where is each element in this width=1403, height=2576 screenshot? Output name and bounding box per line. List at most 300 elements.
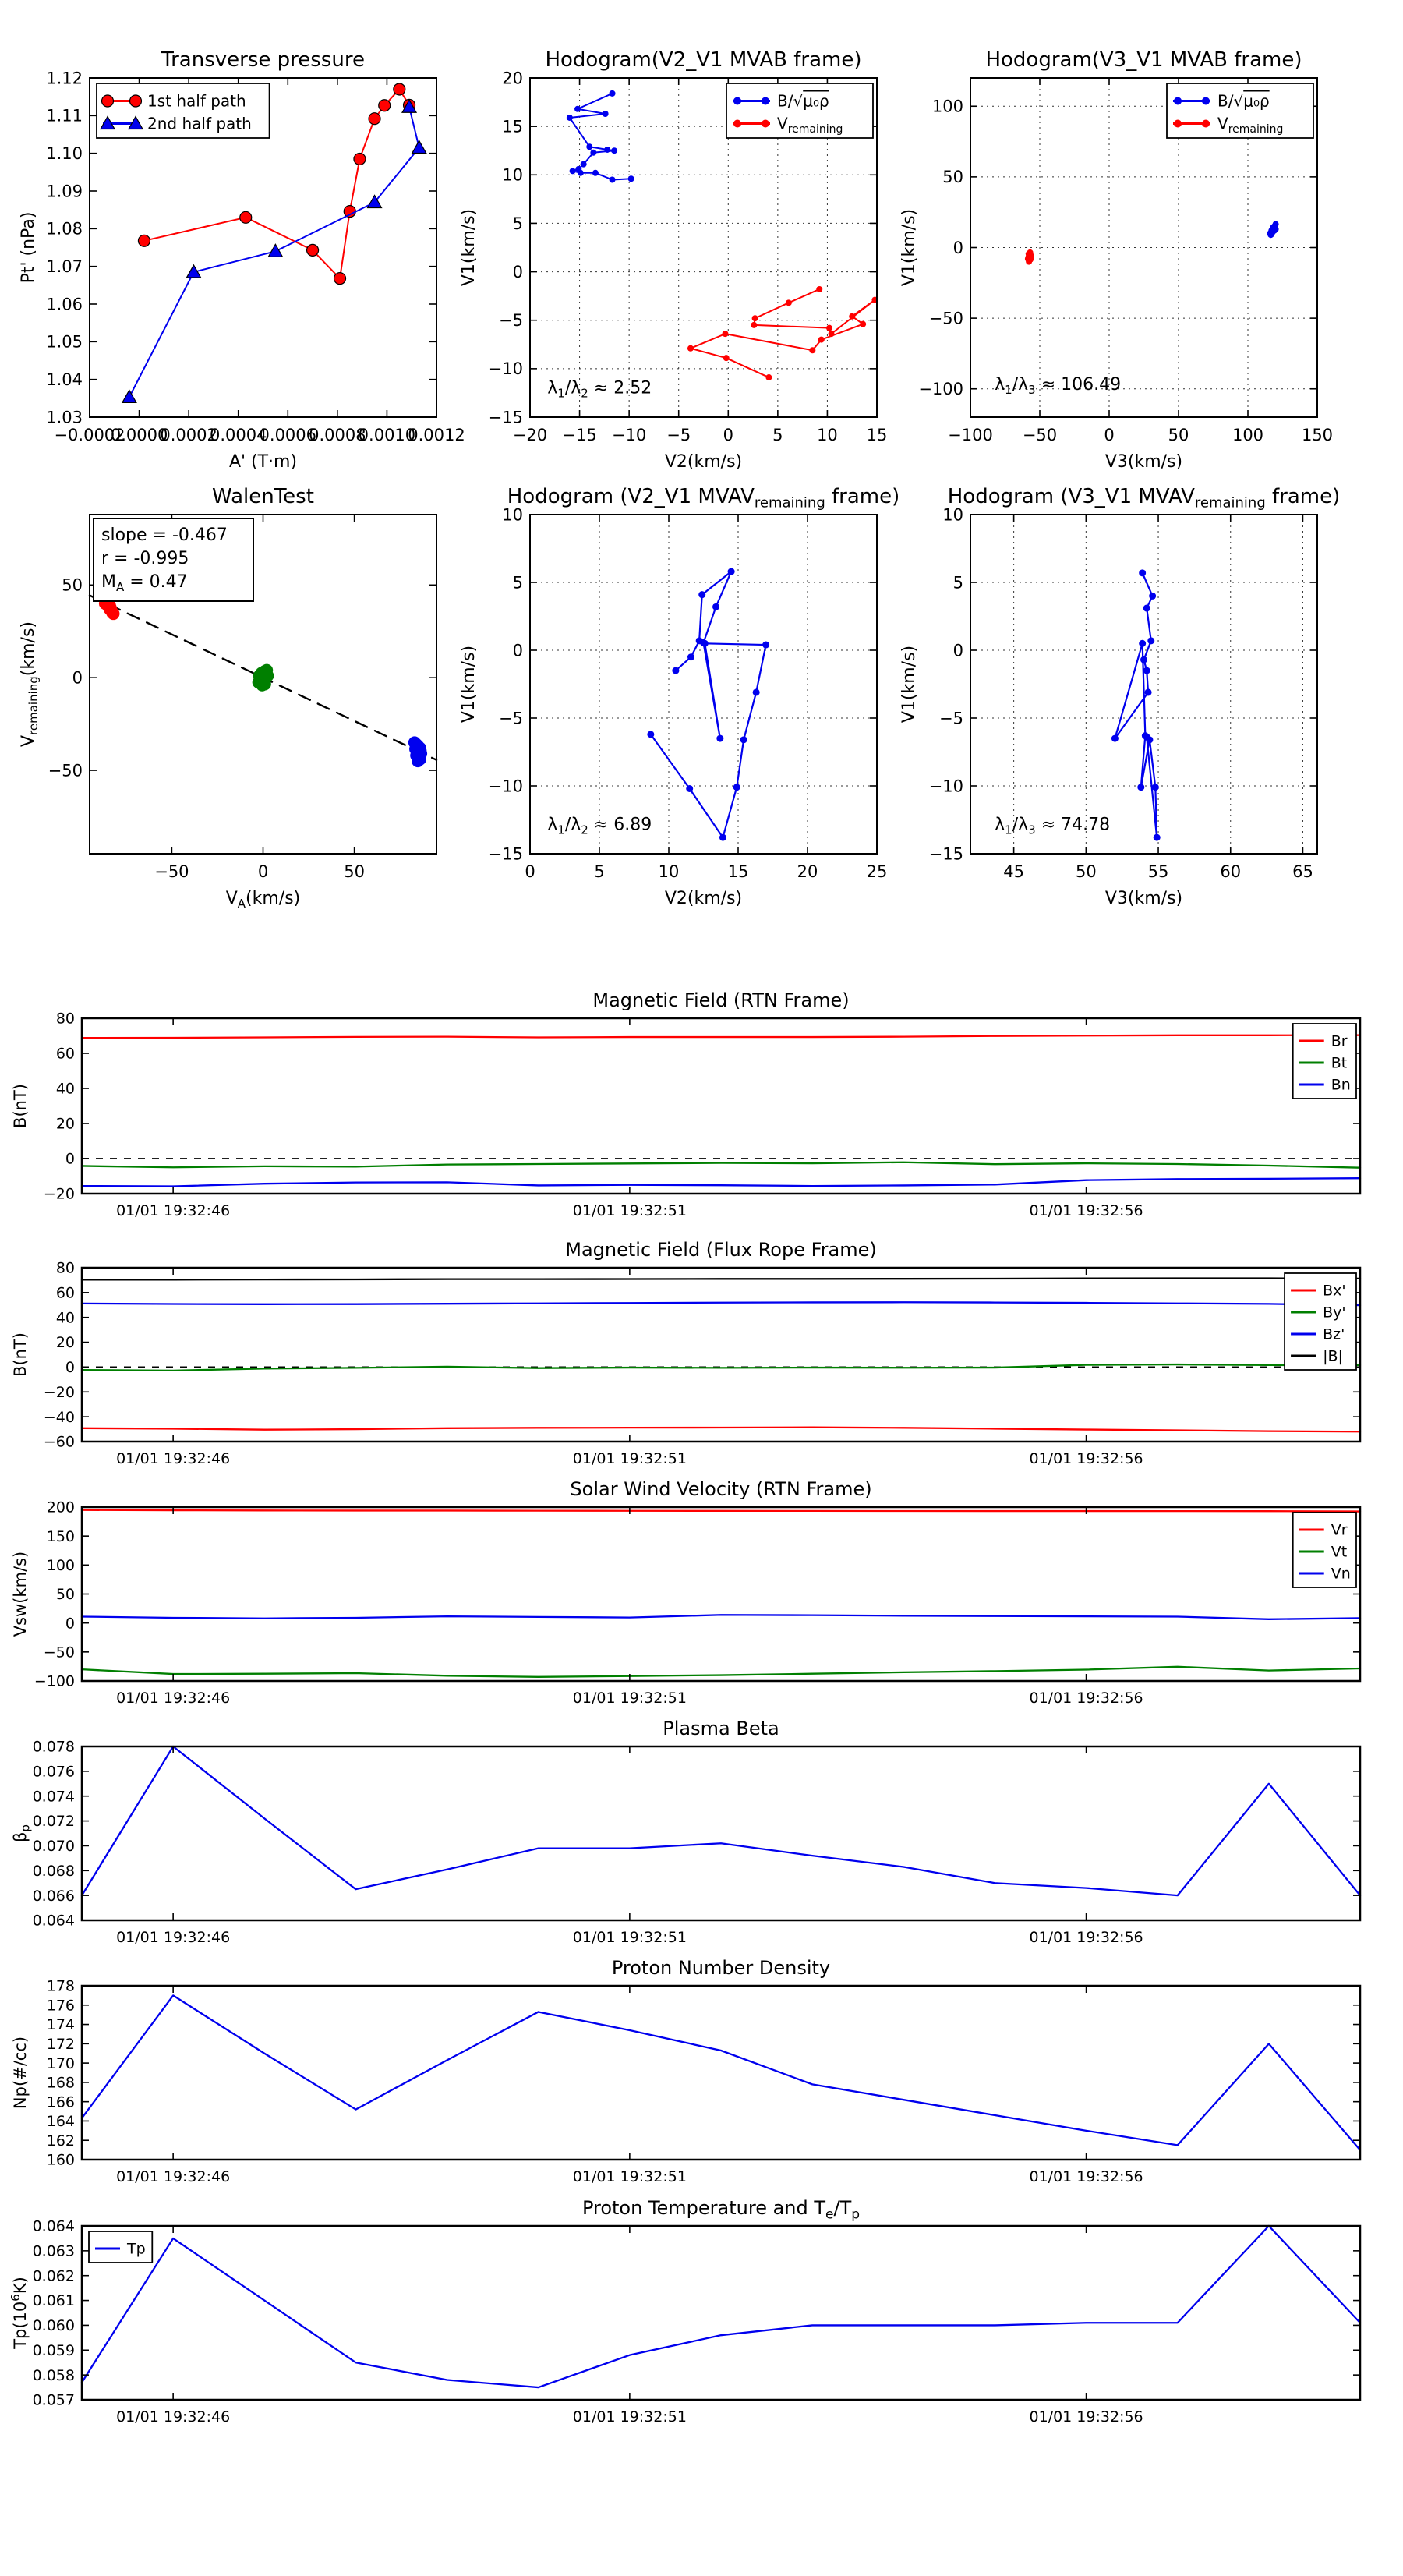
y-tick-label: 5 xyxy=(512,573,523,593)
x-tick-label: 55 xyxy=(1147,862,1169,881)
stats-line: r = -0.995 xyxy=(101,549,189,568)
x-tick-label: 0 xyxy=(257,862,269,881)
marker xyxy=(687,345,694,352)
y-tick-label: 1.08 xyxy=(46,219,83,239)
y-tick-label: 160 xyxy=(46,2151,75,2169)
marker xyxy=(1202,120,1210,128)
marker xyxy=(762,120,769,128)
y-tick-label: 0.057 xyxy=(32,2391,75,2409)
x-tick-label: −5 xyxy=(666,426,691,444)
y-tick-label: −10 xyxy=(488,359,523,379)
y-tick-label: 50 xyxy=(62,575,83,595)
marker xyxy=(344,206,355,218)
x-axis-label: V3(km/s) xyxy=(1104,452,1183,472)
x-tick-label: 01/01 19:32:51 xyxy=(572,1450,687,1467)
y-tick-label: 178 xyxy=(46,1977,75,1995)
marker xyxy=(138,235,150,246)
y-tick-label: 80 xyxy=(55,1259,75,1277)
y-tick-label: 0.061 xyxy=(32,2292,75,2310)
marker xyxy=(413,750,426,763)
x-tick-label: 5 xyxy=(594,862,605,881)
x-tick-label: 0.0006 xyxy=(259,426,317,444)
y-tick-label: 1.10 xyxy=(46,144,83,164)
legend xyxy=(1293,1024,1356,1099)
marker xyxy=(716,735,723,742)
y-tick-label: 1.05 xyxy=(46,332,83,352)
marker xyxy=(1140,656,1147,663)
legend xyxy=(97,83,270,138)
marker xyxy=(723,355,730,361)
marker xyxy=(307,244,319,256)
y-tick-label: 176 xyxy=(46,1997,75,2015)
x-tick-label: 0.0012 xyxy=(408,426,465,444)
y-tick-label: −10 xyxy=(928,777,963,796)
y-tick-label: 0.066 xyxy=(32,1887,75,1905)
marker xyxy=(1149,593,1156,600)
marker xyxy=(570,168,576,174)
y-tick-label: 50 xyxy=(942,168,963,187)
x-tick-label: 50 xyxy=(344,862,365,881)
x-tick-label: 0.0008 xyxy=(309,426,366,444)
y-axis-label: B(nT) xyxy=(11,1084,30,1128)
series-V remaining xyxy=(691,289,875,377)
x-tick-label: 10 xyxy=(817,426,838,444)
marker xyxy=(647,731,654,738)
marker xyxy=(1154,834,1161,841)
axes-frame xyxy=(82,1018,1360,1194)
series-|B| xyxy=(82,1279,1360,1280)
marker xyxy=(733,784,740,791)
chart-p2 xyxy=(459,48,887,472)
marker xyxy=(592,170,599,176)
marker xyxy=(1143,734,1150,741)
y-tick-label: 162 xyxy=(46,2132,75,2150)
legend-label: |B| xyxy=(1323,1347,1343,1365)
y-tick-label: 0 xyxy=(65,1615,75,1633)
y-tick-label: 100 xyxy=(46,1556,75,1574)
y-tick-label: 1.04 xyxy=(46,370,83,390)
marker xyxy=(687,653,694,660)
y-tick-label: 168 xyxy=(46,2074,75,2092)
y-tick-label: −100 xyxy=(918,380,963,399)
x-tick-label: 25 xyxy=(866,862,888,881)
marker xyxy=(334,273,346,285)
y-tick-label: −5 xyxy=(499,709,523,728)
x-tick-label: 01/01 19:32:51 xyxy=(572,2168,687,2185)
marker xyxy=(590,150,596,156)
chart-ts2 xyxy=(11,1239,1360,1467)
series-Bx' xyxy=(82,1428,1360,1432)
y-tick-label: 0 xyxy=(952,238,963,257)
y-axis-label: V1(km/s) xyxy=(899,645,919,724)
legend-label: Tp xyxy=(127,2240,146,2258)
y-tick-label: 150 xyxy=(46,1527,75,1545)
y-axis-label: $\beta_p$ xyxy=(11,1824,33,1842)
x-tick-label: 01/01 19:32:46 xyxy=(116,2168,231,2185)
series-Bn xyxy=(82,1178,1360,1186)
marker xyxy=(578,170,584,176)
marker xyxy=(102,95,114,107)
y-axis-label: $Tp(10^6K)$ xyxy=(9,2277,30,2349)
y-tick-label: 1.03 xyxy=(46,408,83,427)
y-tick-label: −50 xyxy=(48,761,83,780)
y-tick-label: 166 xyxy=(46,2093,75,2111)
y-tick-label: 0.059 xyxy=(32,2341,75,2359)
series-markers-B/sqrt(mu0 rho) xyxy=(1267,221,1278,239)
marker xyxy=(1145,688,1152,695)
marker xyxy=(849,313,855,320)
marker xyxy=(1174,120,1182,128)
marker xyxy=(603,111,609,117)
series-markers-V remaining xyxy=(1025,249,1034,265)
marker xyxy=(268,244,282,257)
y-tick-label: −15 xyxy=(488,408,523,427)
y-tick-label: 0.070 xyxy=(32,1838,75,1856)
marker xyxy=(1271,228,1278,234)
marker xyxy=(394,83,405,95)
y-tick-label: 20 xyxy=(55,1334,75,1352)
series-path xyxy=(1115,573,1157,837)
y-axis-label: Pt' (nPa) xyxy=(19,211,38,284)
legend-label: 1st half path xyxy=(147,91,246,111)
stats-line: $M_A = 0.47$ xyxy=(101,572,188,594)
y-tick-label: −50 xyxy=(928,309,963,328)
series-Tp xyxy=(82,2226,1360,2387)
chart-p3 xyxy=(899,48,1333,472)
y-tick-label: 0 xyxy=(72,668,83,688)
y-tick-label: 0.078 xyxy=(32,1738,75,1756)
y-tick-label: 0.064 xyxy=(32,1912,75,1930)
y-axis-label: Np(#/cc) xyxy=(11,2036,30,2110)
marker xyxy=(712,603,719,610)
y-tick-label: 15 xyxy=(502,117,523,136)
legend-label: B/√μ₀ρ xyxy=(1217,91,1270,111)
marker xyxy=(354,153,366,165)
y-axis-label: B(nT) xyxy=(11,1332,30,1377)
legend-label: 2nd half path xyxy=(147,114,252,133)
axes-frame xyxy=(82,1986,1360,2160)
marker xyxy=(628,175,634,182)
y-tick-label: 80 xyxy=(55,1010,75,1028)
legend-label: Bn xyxy=(1331,1076,1351,1094)
marker xyxy=(672,667,679,674)
annotation: $\lambda_1/\lambda_3 \approx 74.78$ xyxy=(995,815,1111,837)
y-tick-label: −20 xyxy=(43,1383,75,1401)
marker xyxy=(1152,784,1159,791)
marker xyxy=(574,106,581,112)
y-tick-label: −20 xyxy=(43,1185,75,1203)
series-markers-2nd half xyxy=(408,736,427,767)
chart-title: Magnetic Field (RTN Frame) xyxy=(592,989,850,1011)
series-beta_p xyxy=(82,1746,1360,1895)
x-tick-label: 100 xyxy=(1232,426,1264,444)
marker xyxy=(1139,640,1146,647)
marker xyxy=(604,147,610,153)
legend-label: Vr xyxy=(1331,1521,1348,1539)
marker xyxy=(1137,784,1144,791)
marker xyxy=(719,834,726,841)
x-tick-label: 10 xyxy=(658,862,680,881)
marker xyxy=(698,591,705,598)
x-tick-label: 01/01 19:32:51 xyxy=(572,1690,687,1707)
marker xyxy=(733,120,741,128)
x-tick-label: 50 xyxy=(1168,426,1189,444)
marker xyxy=(104,603,116,615)
chart-title: Hodogram(V2_V1 MVAB frame) xyxy=(545,48,862,72)
y-tick-label: 0.063 xyxy=(32,2242,75,2260)
marker xyxy=(122,390,136,402)
chart-title: Hodogram (V2_V1 $MVAV_{remaining}$ frame) xyxy=(507,485,900,511)
x-tick-label: 01/01 19:32:46 xyxy=(116,1690,231,1707)
y-tick-label: −5 xyxy=(939,709,963,728)
y-tick-label: 10 xyxy=(502,505,523,525)
x-tick-label: 65 xyxy=(1292,862,1313,881)
series-Np xyxy=(82,1995,1360,2150)
marker xyxy=(610,177,616,183)
marker xyxy=(1143,605,1150,612)
series-Bz' xyxy=(82,1302,1360,1305)
y-tick-label: 5 xyxy=(952,573,963,593)
y-tick-label: 60 xyxy=(55,1284,75,1302)
marker xyxy=(369,113,380,125)
series-Vr xyxy=(82,1510,1360,1512)
x-tick-label: 01/01 19:32:56 xyxy=(1029,1202,1143,1219)
series-markers-V remaining xyxy=(687,286,878,380)
y-tick-label: 0 xyxy=(952,641,963,660)
series-path xyxy=(651,571,766,837)
x-tick-label: −20 xyxy=(512,426,548,444)
legend xyxy=(726,83,873,138)
x-axis-label: V3(km/s) xyxy=(1104,889,1183,908)
y-tick-label: 20 xyxy=(55,1115,75,1133)
y-tick-label: 174 xyxy=(46,2016,75,2034)
y-tick-label: 10 xyxy=(942,505,963,525)
marker xyxy=(610,90,616,97)
marker xyxy=(586,143,592,150)
legend xyxy=(1293,1513,1356,1587)
x-axis-label: V2(km/s) xyxy=(664,452,743,472)
marker xyxy=(765,374,772,380)
annotation: $\lambda_1/\lambda_2 \approx 6.89$ xyxy=(547,815,652,837)
series-Vn xyxy=(82,1615,1360,1619)
marker xyxy=(816,286,822,292)
marker xyxy=(752,315,758,321)
y-tick-label: 5 xyxy=(512,214,523,233)
annotation: $\lambda_1/\lambda_3 \approx 106.49$ xyxy=(995,375,1122,398)
x-tick-label: 0.0004 xyxy=(209,426,267,444)
y-tick-label: 20 xyxy=(502,69,523,88)
legend xyxy=(1285,1273,1356,1370)
axes-frame xyxy=(530,515,877,854)
legend-label: Br xyxy=(1331,1032,1348,1050)
series-Vt xyxy=(82,1667,1360,1677)
x-axis-label: A' (T·m) xyxy=(228,452,298,472)
legend xyxy=(89,2231,152,2263)
axes-frame xyxy=(82,1268,1360,1442)
x-tick-label: 150 xyxy=(1301,426,1334,444)
series-markers-center xyxy=(253,664,274,692)
stats-line: slope = -0.467 xyxy=(101,525,228,545)
marker xyxy=(753,688,760,695)
series-Br xyxy=(82,1035,1360,1039)
marker xyxy=(567,115,573,121)
y-tick-label: 0.068 xyxy=(32,1862,75,1880)
chart-title: WalenTest xyxy=(212,485,314,508)
y-tick-label: 0.062 xyxy=(32,2267,75,2285)
chart-title: Proton Temperature and $T_e/T_p$ xyxy=(581,2197,861,2223)
x-tick-label: −100 xyxy=(948,426,993,444)
marker xyxy=(1147,637,1154,644)
x-tick-label: −0.0002 xyxy=(54,426,125,444)
y-tick-label: 0 xyxy=(65,1359,75,1377)
y-tick-label: 0.074 xyxy=(32,1788,75,1806)
y-tick-label: 40 xyxy=(55,1080,75,1098)
x-tick-label: 0.0010 xyxy=(358,426,416,444)
x-tick-label: 0 xyxy=(723,426,733,444)
y-tick-label: 0.058 xyxy=(32,2366,75,2384)
x-tick-label: 01/01 19:32:46 xyxy=(116,2408,231,2426)
marker xyxy=(130,95,142,107)
axes-frame xyxy=(82,1507,1360,1681)
legend-label: Bz' xyxy=(1323,1325,1345,1343)
legend xyxy=(1167,83,1313,138)
x-tick-label: 01/01 19:32:46 xyxy=(116,1929,231,1946)
y-axis-label: Vsw(km/s) xyxy=(11,1551,30,1637)
y-tick-label: −50 xyxy=(43,1644,75,1661)
x-tick-label: −50 xyxy=(1022,426,1058,444)
series-Bt xyxy=(82,1162,1360,1168)
x-tick-label: 01/01 19:32:51 xyxy=(572,1202,687,1219)
series-markers-B/sqrt(mu0 rho) xyxy=(567,90,634,183)
marker xyxy=(256,667,268,679)
y-tick-label: 172 xyxy=(46,2035,75,2053)
x-tick-label: 0 xyxy=(1104,426,1115,444)
series-markers-path xyxy=(647,568,769,841)
legend-label: Bx' xyxy=(1323,1282,1346,1300)
y-tick-label: 0.060 xyxy=(32,2317,75,2335)
x-tick-label: −15 xyxy=(562,426,597,444)
y-tick-label: 0 xyxy=(65,1150,75,1168)
series-markers-2nd half path xyxy=(122,100,426,402)
marker xyxy=(412,140,426,153)
y-tick-label: −15 xyxy=(928,844,963,864)
y-tick-label: 10 xyxy=(502,165,523,185)
chart-title: Solar Wind Velocity (RTN Frame) xyxy=(570,1478,872,1500)
y-tick-label: 0.076 xyxy=(32,1763,75,1781)
x-tick-label: 0.0002 xyxy=(160,426,217,444)
x-tick-label: 01/01 19:32:56 xyxy=(1029,2408,1143,2426)
y-tick-label: −100 xyxy=(34,1672,75,1690)
y-tick-label: 1.12 xyxy=(46,69,83,88)
y-tick-label: 0 xyxy=(512,262,523,281)
x-tick-label: 01/01 19:32:56 xyxy=(1029,2168,1143,2185)
x-tick-label: 5 xyxy=(772,426,783,444)
y-tick-label: −40 xyxy=(43,1408,75,1426)
chart-p6 xyxy=(899,485,1340,908)
y-tick-label: 0.072 xyxy=(32,1813,75,1831)
marker xyxy=(818,337,825,343)
x-tick-label: 01/01 19:32:56 xyxy=(1029,1450,1143,1467)
marker xyxy=(1026,256,1032,262)
y-tick-label: 1.06 xyxy=(46,295,83,314)
marker xyxy=(751,322,757,328)
y-tick-label: 1.09 xyxy=(46,182,83,201)
y-tick-label: 1.11 xyxy=(46,106,83,126)
marker xyxy=(829,331,835,337)
marker xyxy=(1111,735,1119,742)
y-axis-label: V1(km/s) xyxy=(899,208,919,287)
chart-p1 xyxy=(19,48,465,472)
x-tick-label: 60 xyxy=(1220,862,1242,881)
x-tick-label: 01/01 19:32:56 xyxy=(1029,1690,1143,1707)
legend-label: By' xyxy=(1323,1304,1346,1322)
x-tick-label: 20 xyxy=(797,862,818,881)
legend-label: B/√μ₀ρ xyxy=(777,91,829,111)
marker xyxy=(762,642,769,649)
y-tick-label: −5 xyxy=(499,311,523,331)
marker xyxy=(611,147,617,154)
x-tick-label: 01/01 19:32:56 xyxy=(1029,1929,1143,1946)
marker xyxy=(379,100,391,111)
marker xyxy=(786,299,792,306)
chart-p4 xyxy=(19,485,436,911)
y-tick-label: 164 xyxy=(46,2113,75,2131)
y-tick-label: −60 xyxy=(43,1433,75,1451)
x-tick-label: 01/01 19:32:51 xyxy=(572,1929,687,1946)
marker xyxy=(728,568,735,575)
marker xyxy=(1174,97,1182,105)
x-tick-label: 01/01 19:32:51 xyxy=(572,2408,687,2426)
legend-label: Bt xyxy=(1331,1054,1348,1072)
y-tick-label: 100 xyxy=(931,97,963,116)
y-tick-label: 60 xyxy=(55,1045,75,1063)
chart-title: Plasma Beta xyxy=(663,1718,779,1739)
marker xyxy=(702,640,709,647)
y-axis-label: $V_{remaining}(km/s)$ xyxy=(19,621,41,748)
x-tick-label: 01/01 19:32:46 xyxy=(116,1450,231,1467)
marker xyxy=(581,161,587,168)
chart-ts6 xyxy=(9,2197,1360,2426)
axes-frame xyxy=(82,2226,1360,2400)
marker xyxy=(1202,97,1210,105)
y-tick-label: 0 xyxy=(512,641,523,660)
chart-title: Hodogram (V3_V1 $MVAV_{remaining}$ frame) xyxy=(947,485,1341,511)
annotation: $\lambda_1/\lambda_2 \approx 2.52$ xyxy=(547,378,652,401)
chart-title: Magnetic Field (Flux Rope Frame) xyxy=(565,1239,877,1261)
y-axis-label: V1(km/s) xyxy=(459,208,479,287)
y-tick-label: −10 xyxy=(488,777,523,796)
chart-p5 xyxy=(459,485,899,908)
y-tick-label: 170 xyxy=(46,2054,75,2072)
legend-label: Vt xyxy=(1331,1543,1348,1561)
marker xyxy=(722,331,728,337)
chart-ts1 xyxy=(11,989,1360,1219)
y-tick-label: −15 xyxy=(488,844,523,864)
marker xyxy=(733,97,741,105)
x-tick-label: 15 xyxy=(727,862,749,881)
chart-ts3 xyxy=(11,1478,1360,1707)
x-axis-label: V2(km/s) xyxy=(664,889,743,908)
marker xyxy=(809,347,815,353)
marker xyxy=(240,211,252,223)
x-tick-label: 45 xyxy=(1003,862,1024,881)
x-tick-label: 0.0000 xyxy=(110,426,168,444)
x-axis-label: $V_A(km/s)$ xyxy=(225,889,301,911)
marker xyxy=(826,325,832,331)
chart-title: Hodogram(V3_V1 MVAB frame) xyxy=(985,48,1302,72)
chart-title: Proton Number Density xyxy=(611,1957,831,1979)
chart-ts4 xyxy=(11,1718,1360,1946)
